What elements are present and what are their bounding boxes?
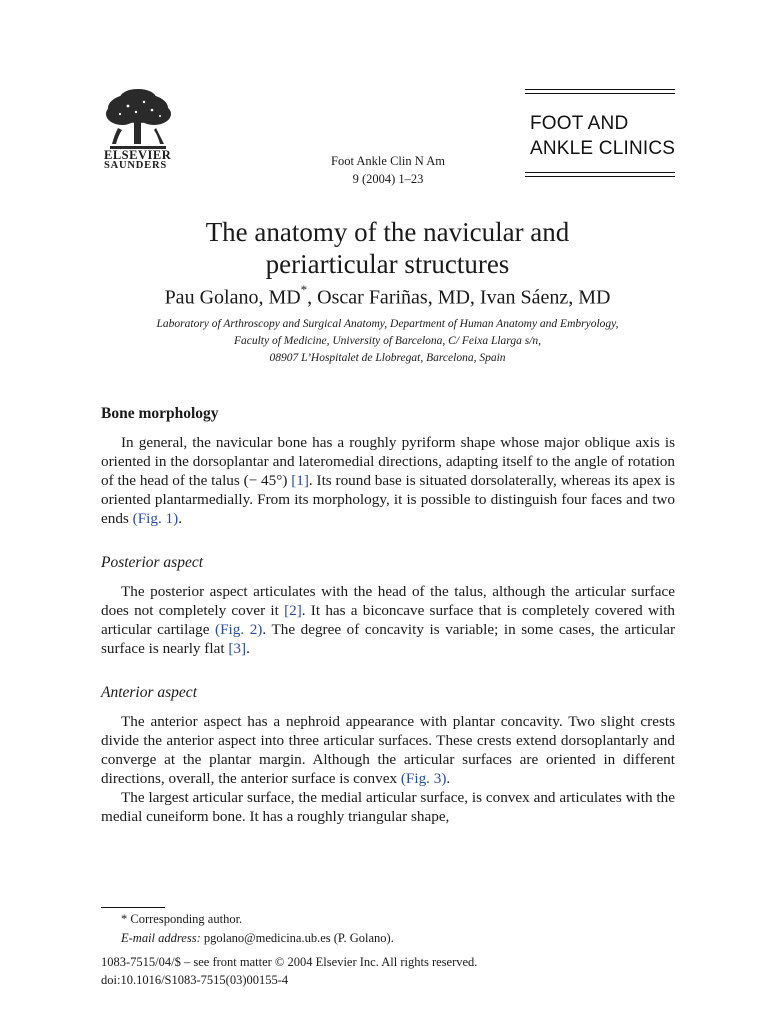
journal-name: Foot Ankle Clin N Am [331, 154, 445, 168]
text-run: The anterior aspect has a nephroid appearance with plantar concavity. Two slight crests divide the anterior aspect into three articular surfaces. These crests extend dorsoplantarly and converge at the plantar margin. Although the articular surfaces are oriented in different directions, overall, the anterior surface is convex [101, 713, 675, 787]
affiliation-line-2: Faculty of Medicine, University of Barcelona, C/ Feixa Llarga s/n, [233, 335, 542, 347]
corresponding-mark: * [300, 282, 308, 297]
spacer [101, 528, 675, 553]
text-run: . It has a biconcave surface that is completely covered with articular cartilage [101, 602, 676, 638]
publisher-name: ELSEVIER [104, 148, 172, 162]
email-note [121, 929, 394, 948]
section-heading-bone-morphology: Bone morphology [101, 405, 219, 422]
email-label: E-mail address: [121, 931, 201, 945]
section-heading-posterior: Posterior aspect [101, 554, 204, 571]
paragraph [101, 433, 675, 528]
affiliation-line-3: 08907 L’Hospitalet de Llobregat, Barcelona, Spain [269, 352, 506, 364]
journal-brand [530, 111, 675, 161]
elsevier-tree-logo-icon [100, 88, 176, 150]
citation-link[interactable]: [3] [228, 640, 247, 657]
affiliation [0, 316, 768, 367]
title-line-2: periarticular structures [265, 249, 510, 279]
footnote [121, 910, 394, 948]
author-others: , Oscar Fariñas, MD, Ivan Sáenz, MD [307, 286, 611, 309]
brand-rule-bottom [525, 172, 675, 173]
figure-link[interactable]: (Fig. 2) [215, 621, 263, 638]
copyright-line: 1083-7515/04/$ – see front matter © 2004 Elsevier Inc. All rights reserved. [101, 955, 478, 969]
brand-line-1: FOOT AND [530, 113, 629, 134]
text-run: . [446, 770, 451, 787]
text-run: The posterior aspect articulates with the head of the talus, although the articular surface does not completely cover it [101, 583, 675, 619]
text-run: . [178, 510, 182, 527]
paragraph [101, 582, 675, 658]
affiliation-line-1: Laboratory of Arthroscopy and Surgical Anatomy, Department of Human Anatomy and Embryology, [156, 318, 619, 330]
author-primary: Pau Golano, MD [164, 286, 301, 309]
footnote-rule [101, 907, 165, 908]
article-body [101, 404, 675, 826]
text-run: . [246, 640, 250, 657]
journal-citation [300, 152, 476, 188]
corresponding-author-note: * Corresponding author. [121, 912, 243, 926]
text-run: . The degree of concavity is variable; in some cases, the articular surface is nearly flat [101, 621, 676, 657]
citation-link[interactable]: [1] [291, 472, 309, 489]
title-line-1: The anatomy of the navicular and [205, 217, 570, 247]
author-list [0, 284, 768, 310]
doi-line: doi:10.1016/S1083-7515(03)00155-4 [101, 973, 289, 987]
section-heading-anterior: Anterior aspect [101, 684, 197, 701]
journal-volume: 9 (2004) 1–23 [352, 172, 424, 186]
copyright-block [101, 953, 477, 989]
paragraph: The largest articular surface, the medial articular surface, is convex and articulates with the medial cuneiform bone. It has a roughly triangular shape, [101, 789, 675, 825]
figure-link[interactable]: (Fig. 1) [132, 510, 179, 527]
brand-line-2: ANKLE CLINICS [530, 138, 676, 159]
citation-link[interactable]: [2] [284, 602, 302, 619]
brand-rule-top [525, 89, 675, 90]
brand-rule-top-thin [525, 93, 675, 94]
text-run: In general, the navicular bone has a roughly pyriform shape whose major oblique axis is oriented in the dorsoplantar and lateromedial directions, adapting itself to the angle of rotation of the head of the talus (− 45°) [101, 434, 675, 489]
brand-rule-bottom-thin [525, 176, 675, 177]
text-run: . Its round base is situated dorsolaterally, whereas its apex is oriented plantarmedially. From its morphology, it is possible to distinguish four faces and two ends [101, 472, 675, 527]
figure-link[interactable]: (Fig. 3) [400, 770, 447, 787]
article-title [0, 216, 768, 280]
paragraph [101, 712, 675, 788]
email-address[interactable]: pgolano@medicina.ub.es (P. Golano). [200, 931, 394, 945]
publisher-imprint: SAUNDERS [104, 160, 167, 171]
spacer [101, 658, 675, 683]
